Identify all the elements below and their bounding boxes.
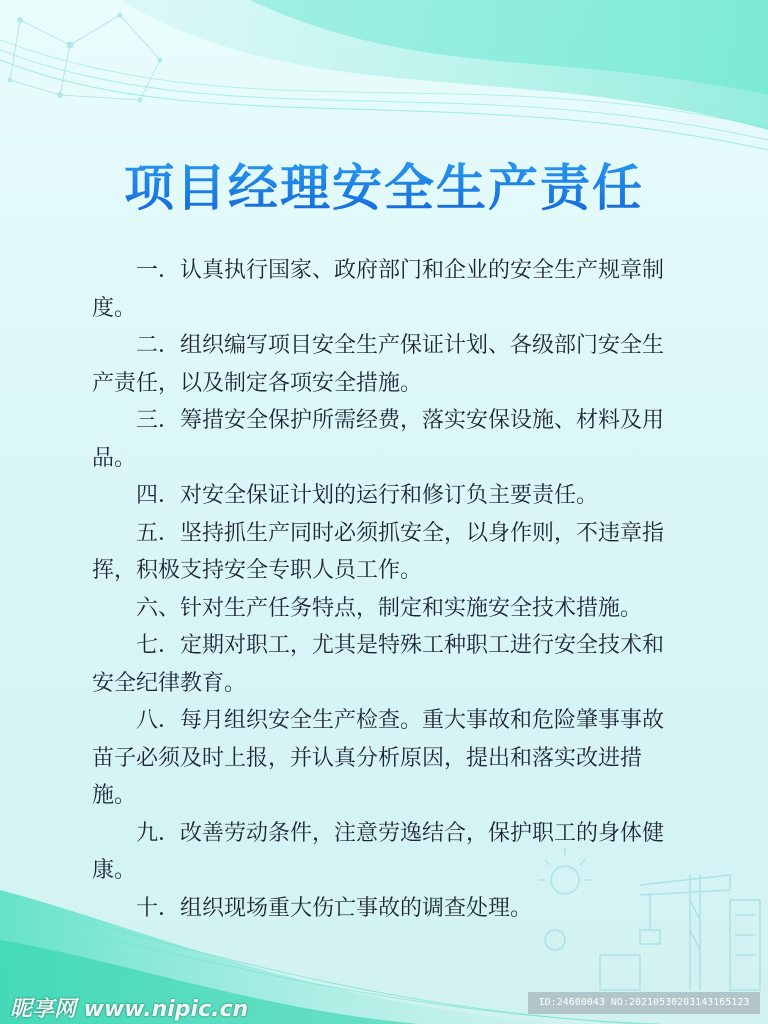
page-title: 项目经理安全生产责任	[0, 148, 768, 220]
responsibility-item-7: 七．定期对职工，尤其是特殊工种职工进行安全技术和安全纪律教育。	[92, 633, 665, 696]
watermark-logo: 昵享网 www.nipic.cn	[10, 997, 249, 1022]
responsibility-item-1: 一．认真执行国家、政府部门和企业的安全生产规章制度。	[92, 258, 665, 321]
responsibility-item-9: 九．改善劳动条件，注意劳逸结合，保护职工的身体健康。	[92, 820, 665, 883]
responsibility-item-3: 三．筹措安全保护所需经费，落实安保设施、材料及用品。	[92, 408, 665, 471]
watermark-id: ID:24600043 NO:20210530203143165123	[528, 992, 760, 1014]
responsibility-item-4: 四．对安全保证计划的运行和修订负主要责任。	[136, 483, 599, 508]
network-dots-decoration	[8, 13, 162, 102]
responsibility-item-6: 六、针对生产任务特点，制定和实施安全技术措施。	[136, 595, 643, 621]
responsibility-item-2: 二．组织编写项目安全生产保证计划、各级部门安全生产责任，以及制定各项安全措施。	[92, 333, 665, 396]
top-wave-decoration	[0, 0, 768, 150]
responsibility-list	[92, 252, 682, 927]
responsibility-item-8: 八．每月组织安全生产检查。重大事故和危险肇事事故苗子必须及时上报，并认真分析原因，提出和落实改进措施。	[92, 708, 665, 808]
responsibility-item-10: 十．组织现场重大伤亡事故的调查处理。	[136, 895, 533, 921]
responsibility-item-5: 五．坚持抓生产同时必须抓安全，以身作则，不违章指挥，积极支持安全专职人员工作。	[92, 520, 665, 583]
